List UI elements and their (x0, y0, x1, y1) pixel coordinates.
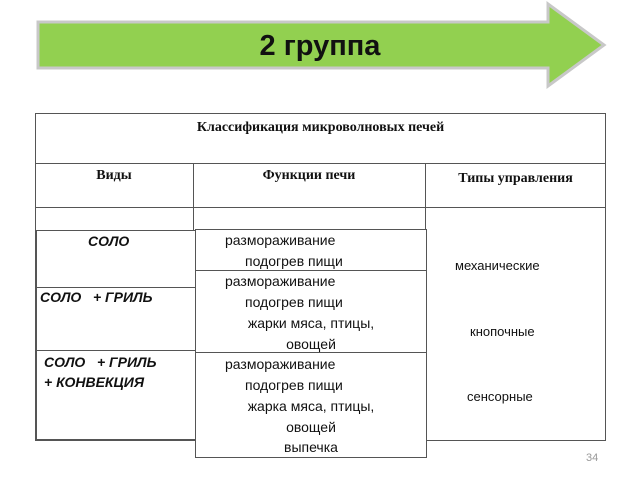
func-2-line-2: подогрев пищи (245, 294, 343, 310)
header-controls: Типы управления (458, 171, 573, 186)
func-3-line-1: размораживание (225, 356, 336, 372)
kind-solo-grill-convection-2: + КОНВЕКЦИЯ (44, 374, 145, 390)
control-mechanical: механические (455, 258, 540, 273)
banner-title: 2 группа (259, 30, 381, 62)
kind-solo: СОЛО (88, 233, 130, 249)
page-number: 34 (586, 452, 599, 464)
header-functions: Функции печи (262, 168, 356, 183)
func-2-line-1: размораживание (225, 273, 336, 289)
kind-solo-grill-convection-1: СОЛО + ГРИЛЬ (44, 354, 157, 370)
control-button: кнопочные (470, 324, 535, 339)
control-sensor: сенсорные (467, 389, 533, 404)
func-3-line-5: выпечка (284, 439, 338, 455)
kind-solo-grill: СОЛО + ГРИЛЬ (40, 289, 153, 305)
func-3-line-4: овощей (286, 419, 336, 435)
header-row-divider (35, 207, 606, 208)
header-types: Виды (96, 168, 132, 183)
title-row-divider (35, 163, 606, 164)
func-2-line-3: жарки мяса, птицы, (247, 315, 375, 331)
func-3-line-2: подогрев пищи (245, 377, 343, 393)
table-title: Классификация микроволновых печей (196, 120, 445, 135)
func-1-line-1: размораживание (225, 232, 336, 248)
func-2-line-4: овощей (286, 336, 336, 352)
func-1-line-2: подогрев пищи (245, 253, 343, 269)
func-3-line-3: жарка мяса, птицы, (247, 398, 375, 414)
